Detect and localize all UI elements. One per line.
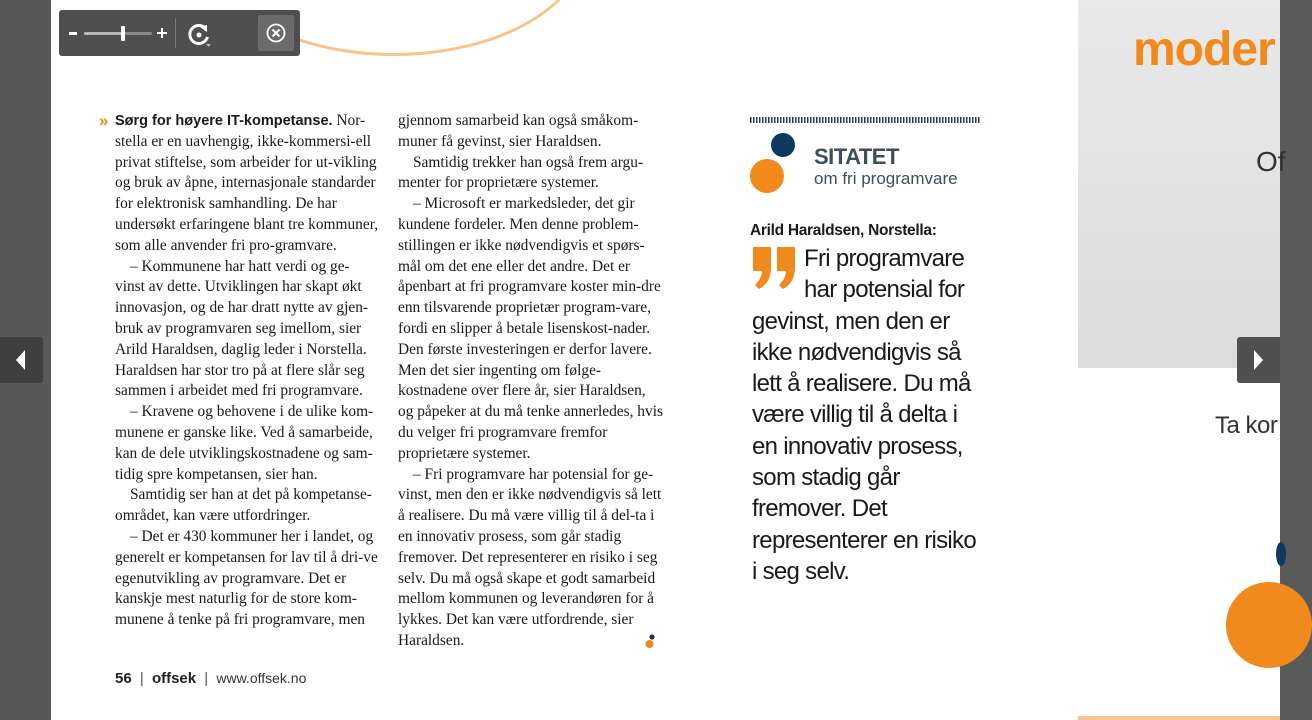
- article-column-2: [398, 111, 664, 652]
- right-page-text: Ta kor: [1215, 412, 1278, 439]
- next-page-button[interactable]: [1237, 337, 1280, 383]
- quote-text: Fri programvare har potensial for gevinst, men den er ikke nødvendigvis så lett å realisere. Du må være villig til å delta i en innovativ prosess, som stadig går fremover. Det representerer en risiko i seg selv.: [752, 245, 977, 585]
- quote-box-subtitle: om fri programvare: [814, 169, 958, 188]
- zoom-slider-thumb[interactable]: [121, 26, 125, 41]
- paragraph: gjennom samarbeid kan også småkom-muner få gevinst, sier Haraldsen.: [398, 112, 639, 150]
- right-page-text: Of: [1256, 146, 1286, 177]
- paragraph: – Kravene og behovene i de ulike kom-munene er ganske like. Ved å samarbeide, kan de dele utviklingskostnadene og sam-tidig spre kompetansen, sier han.: [115, 403, 374, 483]
- paragraph: – Det er 430 kommuner her i landet, og generelt er kompetansen for lav til å dri-ve egenutvikling av programvare. Det er kanskje mest naturlig for de store kom-munene å tenke på fri programvare, men: [115, 527, 378, 629]
- paragraph: – Microsoft er markedsleder, det gir kundene fordeler. Men denne problem-stillingen er ikke nødvendigvis et spørs-mål om det ene eller det andre. Det er åpenbart at fri programvare koster min-dre enn tilsvarende proprietær program-vare, fordi en slipper å betale lisenskost-nader. Den første investeringen er derfor lavere. Men det sier ingenting om følge-kostnadene over flere år, sier Haraldsen, og påpeker at du må tenke annerledes, hvis du velger fri programvare fremfor proprietære systemer.: [398, 195, 663, 462]
- paragraph: Samtidig ser han at det på kompetanse-området, kan være utfordringer.: [115, 486, 372, 525]
- decorative-dot: [1276, 542, 1286, 566]
- lead-marker: »: [99, 111, 109, 130]
- decorative-line: [1078, 716, 1280, 720]
- sitatet-logo-icon: [750, 133, 800, 195]
- quote-author: Arild Haraldsen, Norstella:: [750, 222, 937, 239]
- magazine-name: offsek: [151, 670, 197, 687]
- rotate-icon[interactable]: [186, 22, 212, 48]
- minus-icon[interactable]: [69, 32, 77, 35]
- close-circle-icon[interactable]: [266, 23, 286, 43]
- arrow-right-icon: [1250, 349, 1266, 371]
- footer-divider: |: [139, 670, 144, 687]
- paragraph: – Kommunene har hatt verdi og ge-vinst av dette. Utviklingen har skapt økt innovasjon, og de har dratt nytte av gjen-bruk av programvaren seg imellom, sier Arild Haraldsen, daglig leder i Norstella. Haraldsen har stor tro på at flere slår seg sammen i arbeidet med fri programvare.: [115, 257, 369, 400]
- decorative-circle: [1226, 582, 1312, 668]
- plus-icon[interactable]: [157, 28, 167, 38]
- end-of-article-icon: [645, 633, 657, 649]
- paragraph: Samtidig trekker han også frem argu-menter for proprietære systemer.: [398, 153, 644, 192]
- paragraph: – Fri programvare har potensial for ge-vinst, men den er ikke nødvendigvis så lett å realisere. Du må være villig til å del-ta i en innovativ prosess, som går stadig fremover. Det representerer en risiko i seg selv. Du må også skape et godt samarbeid mellom kommunen og leverandøren for å lykkes. Det kan være utfordrende, sier Haraldsen.: [398, 465, 662, 649]
- close-button[interactable]: [258, 15, 294, 51]
- footer-divider: |: [204, 670, 209, 687]
- paragraph: [115, 111, 379, 257]
- article-column-1: [115, 111, 379, 631]
- zoom-slider-fill: [84, 32, 123, 35]
- page-footer: [115, 670, 306, 687]
- page-number: 56: [115, 670, 132, 687]
- previous-page-button[interactable]: [0, 337, 43, 383]
- quote-box: [750, 117, 980, 585]
- magazine-url: www.offsek.no: [216, 670, 307, 686]
- quote-box-title: SITATET: [814, 144, 899, 169]
- paragraph-text: Nor-stella er en uavhengig, ikke-kommersi-ell privat stiftelse, som arbeider for ut-vikling og bruk av åpne, internasjonale standarder for elektronisk samhandling. De har undersøkt erfaringene blant tre kommuner, som alle anvender fri pro-gramvare.: [115, 112, 379, 254]
- right-page-title: moder: [1133, 23, 1275, 76]
- viewer-toolbar: [59, 10, 300, 56]
- lead-heading: Sørg for høyere IT-kompetanse.: [115, 113, 333, 129]
- magazine-page-left: [51, 0, 1078, 720]
- dotted-rule: [750, 117, 980, 123]
- arrow-left-icon: [13, 349, 29, 371]
- toolbar-divider: [175, 18, 176, 48]
